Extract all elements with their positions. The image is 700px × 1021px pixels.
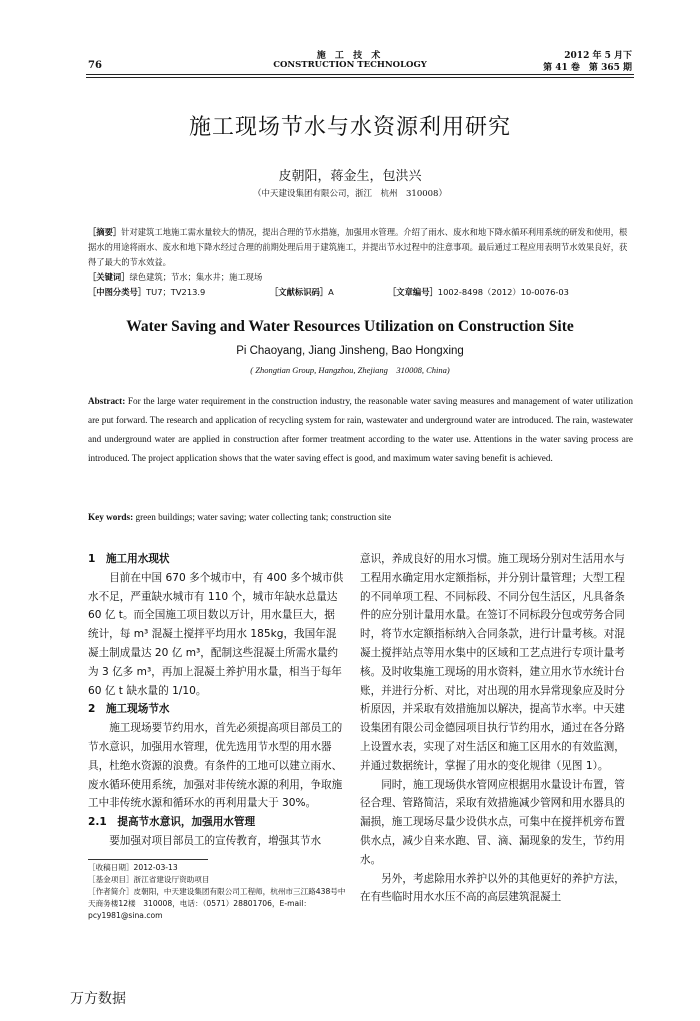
clc-label: ［中图分类号］ xyxy=(88,287,147,297)
journal-name-cn: 施 工 技 术 xyxy=(316,51,384,61)
classification-row xyxy=(88,285,633,300)
paragraph: 施工现场要节约用水，首先必须提高项目部员工的节水意识，加强用水管理，优先选用节水型的用水器具，杜绝水资源的浪费。有条件的工地可以建立雨水、废水循环使用系统，加强对非传统水源的利用，争取施工中非传统水源和循环水的再利用量大于 30%。 xyxy=(88,722,343,810)
header-rule-thin xyxy=(86,77,634,78)
abstract-en xyxy=(88,392,633,468)
footnote-received: ［收稿日期］2012-03-13 xyxy=(88,863,178,872)
paragraph: 意识，养成良好的用水习惯。施工现场分别对生活用水与工程用水确定用水定额指标，并分别计量管理；大型工程的不同单项工程、不同标段、不同分包生活区，凡具备条件的应分别计量用水量。在签订不同标段分包或劳务合同时，将节水定额指标纳入合同条款，进行计量考核。对混凝土搅拌站点等用水集中的区域和工艺点进行专项计量考核。及时收集施工现场的用水资料，建立用水节水统计台账，并进行分析、对比，对出现的用水异常现象应及时分析原因，并采取有效措施加以解决，提高节水率。中天建设集团有限公司金德园项目执行节约用水，通过在各分路上设置水表，实现了对生活区和施工区用水的有效监测，并通过数据统计，掌握了用水的变化规律（见图 1）。 xyxy=(360,553,625,772)
keywords-cn xyxy=(88,270,633,285)
abstract-en-label: Abstract: xyxy=(88,396,126,406)
journal-name-en: CONSTRUCTION TECHNOLOGY xyxy=(273,60,427,70)
section-heading-2: 2 施工现场节水 xyxy=(88,703,170,716)
authors-en: Pi Chaoyang, Jiang Jinsheng, Bao Hongxing xyxy=(236,345,464,357)
authors-cn: 皮朝阳，蒋金生，包洪兴 xyxy=(278,169,422,184)
section-heading-1: 1 施工用水现状 xyxy=(88,553,170,565)
affiliation-cn: （中天建设集团有限公司，浙江 杭州 310008） xyxy=(253,189,447,199)
watermark: 万方数据 xyxy=(70,991,126,1007)
body-right-column xyxy=(360,550,635,907)
keywords-en-text: green buildings; water saving; water collecting tank; construction site xyxy=(135,512,392,522)
paragraph: 另外，考虑除用水养护以外的其他更好的养护方法，在有些临时用水水压不高的高层建筑混凝土 xyxy=(360,872,625,904)
abstract-cn xyxy=(88,225,633,300)
article-id xyxy=(388,285,569,300)
abstract-cn-text: 针对建筑工地施工需水量较大的情况，提出合理的节水措施，加强用水管理。介绍了雨水、废水和地下降水循环利用系统的研发和使用，根据水的用途将雨水、废水和地下降水经过合理的前期处理后用于建筑施工，并提出节水过程中的注意事项。最后通过工程应用表明节水效果良好，获得了最大的节水效益。 xyxy=(88,227,628,267)
doc-code xyxy=(270,285,334,300)
footnote xyxy=(88,862,348,922)
footnote-author: ［作者简介］皮朝阳，中天建设集团有限公司工程师，杭州市三江路438号中天商务楼12楼 310008，电话：（0571）28801706，E-mail：pcy1981@sina.com xyxy=(88,887,346,920)
footnote-fund: ［基金项目］浙江省建设厅资助项目 xyxy=(88,875,210,884)
article-id-value: 1002-8498（2012）10-0076-03 xyxy=(437,287,569,297)
section-heading-2-1: 2.1 提高节水意识，加强用水管理 xyxy=(88,816,256,829)
header-rule xyxy=(86,74,634,75)
body-left-column xyxy=(88,550,344,851)
article-id-label: ［文章编号］ xyxy=(388,287,438,297)
title-en: Water Saving and Water Resources Utilization on Construction Site xyxy=(126,318,574,335)
clc-value: TU7；TV213.9 xyxy=(146,287,206,297)
affiliation-en: ( Zhongtian Group, Hangzhou, Zhejiang 310008, China) xyxy=(250,365,450,375)
keywords-cn-label: ［关键词］ xyxy=(88,272,130,282)
abstract-cn-label: ［摘要］ xyxy=(88,227,122,237)
page-number: 76 xyxy=(88,60,102,71)
keywords-en-label: Key words: xyxy=(88,512,134,522)
clc xyxy=(88,285,205,300)
keywords-en xyxy=(88,512,633,522)
issue-date: 2012 年 5 月下 xyxy=(564,51,632,61)
volume-issue: 第 41 卷 第 365 期 xyxy=(543,63,632,73)
doc-code-value: A xyxy=(328,287,334,297)
paragraph: 同时，施工现场供水管网应根据用水量设计布置，管径合理、管路简洁，采取有效措施减少管网和用水器具的漏损，施工现场尽量少设供水点，可集中在搅拌机旁布置供水点，减少自来水跑、冒、滴、漏现象的发生，节约用水。 xyxy=(360,778,625,866)
paragraph: 目前在中国 670 多个城市中，有 400 多个城市供水不足，严重缺水城市有 110 个，城市年缺水总量达 60 亿 t。而全国施工项目数以万计，用水量巨大，据统计，每 m³ 混凝土搅拌平均用水 185kg，我国年混凝土制成量达 20 亿 m³，配制这些混凝土所需水量约为 3 亿多 m³，再加上混凝土养护用水量，相当于每年 60 亿 t 缺水量的 1/10。 xyxy=(88,571,344,697)
keywords-cn-text: 绿色建筑；节水；集水井；施工现场 xyxy=(129,272,263,282)
abstract-en-text: For the large water requirement in the construction industry, the reasonable water saving measures and management of water utilization are put forward. The research and application of recycling system for rain, wastewater and underground water are introduced. The rain, wastewater and underground water are applied in construction after former treatment according to the water use. Attentions in the water saving process are introduced. The project application shows that the water saving effect is good, and maximum water saving benefit is achieved. xyxy=(88,396,634,463)
footnote-rule xyxy=(88,859,208,860)
paragraph: 要加强对项目部员工的宣传教育，增强其节水 xyxy=(109,834,322,847)
title-cn: 施工现场节水与水资源利用研究 xyxy=(188,115,511,140)
doc-code-label: ［文献标识码］ xyxy=(270,287,329,297)
